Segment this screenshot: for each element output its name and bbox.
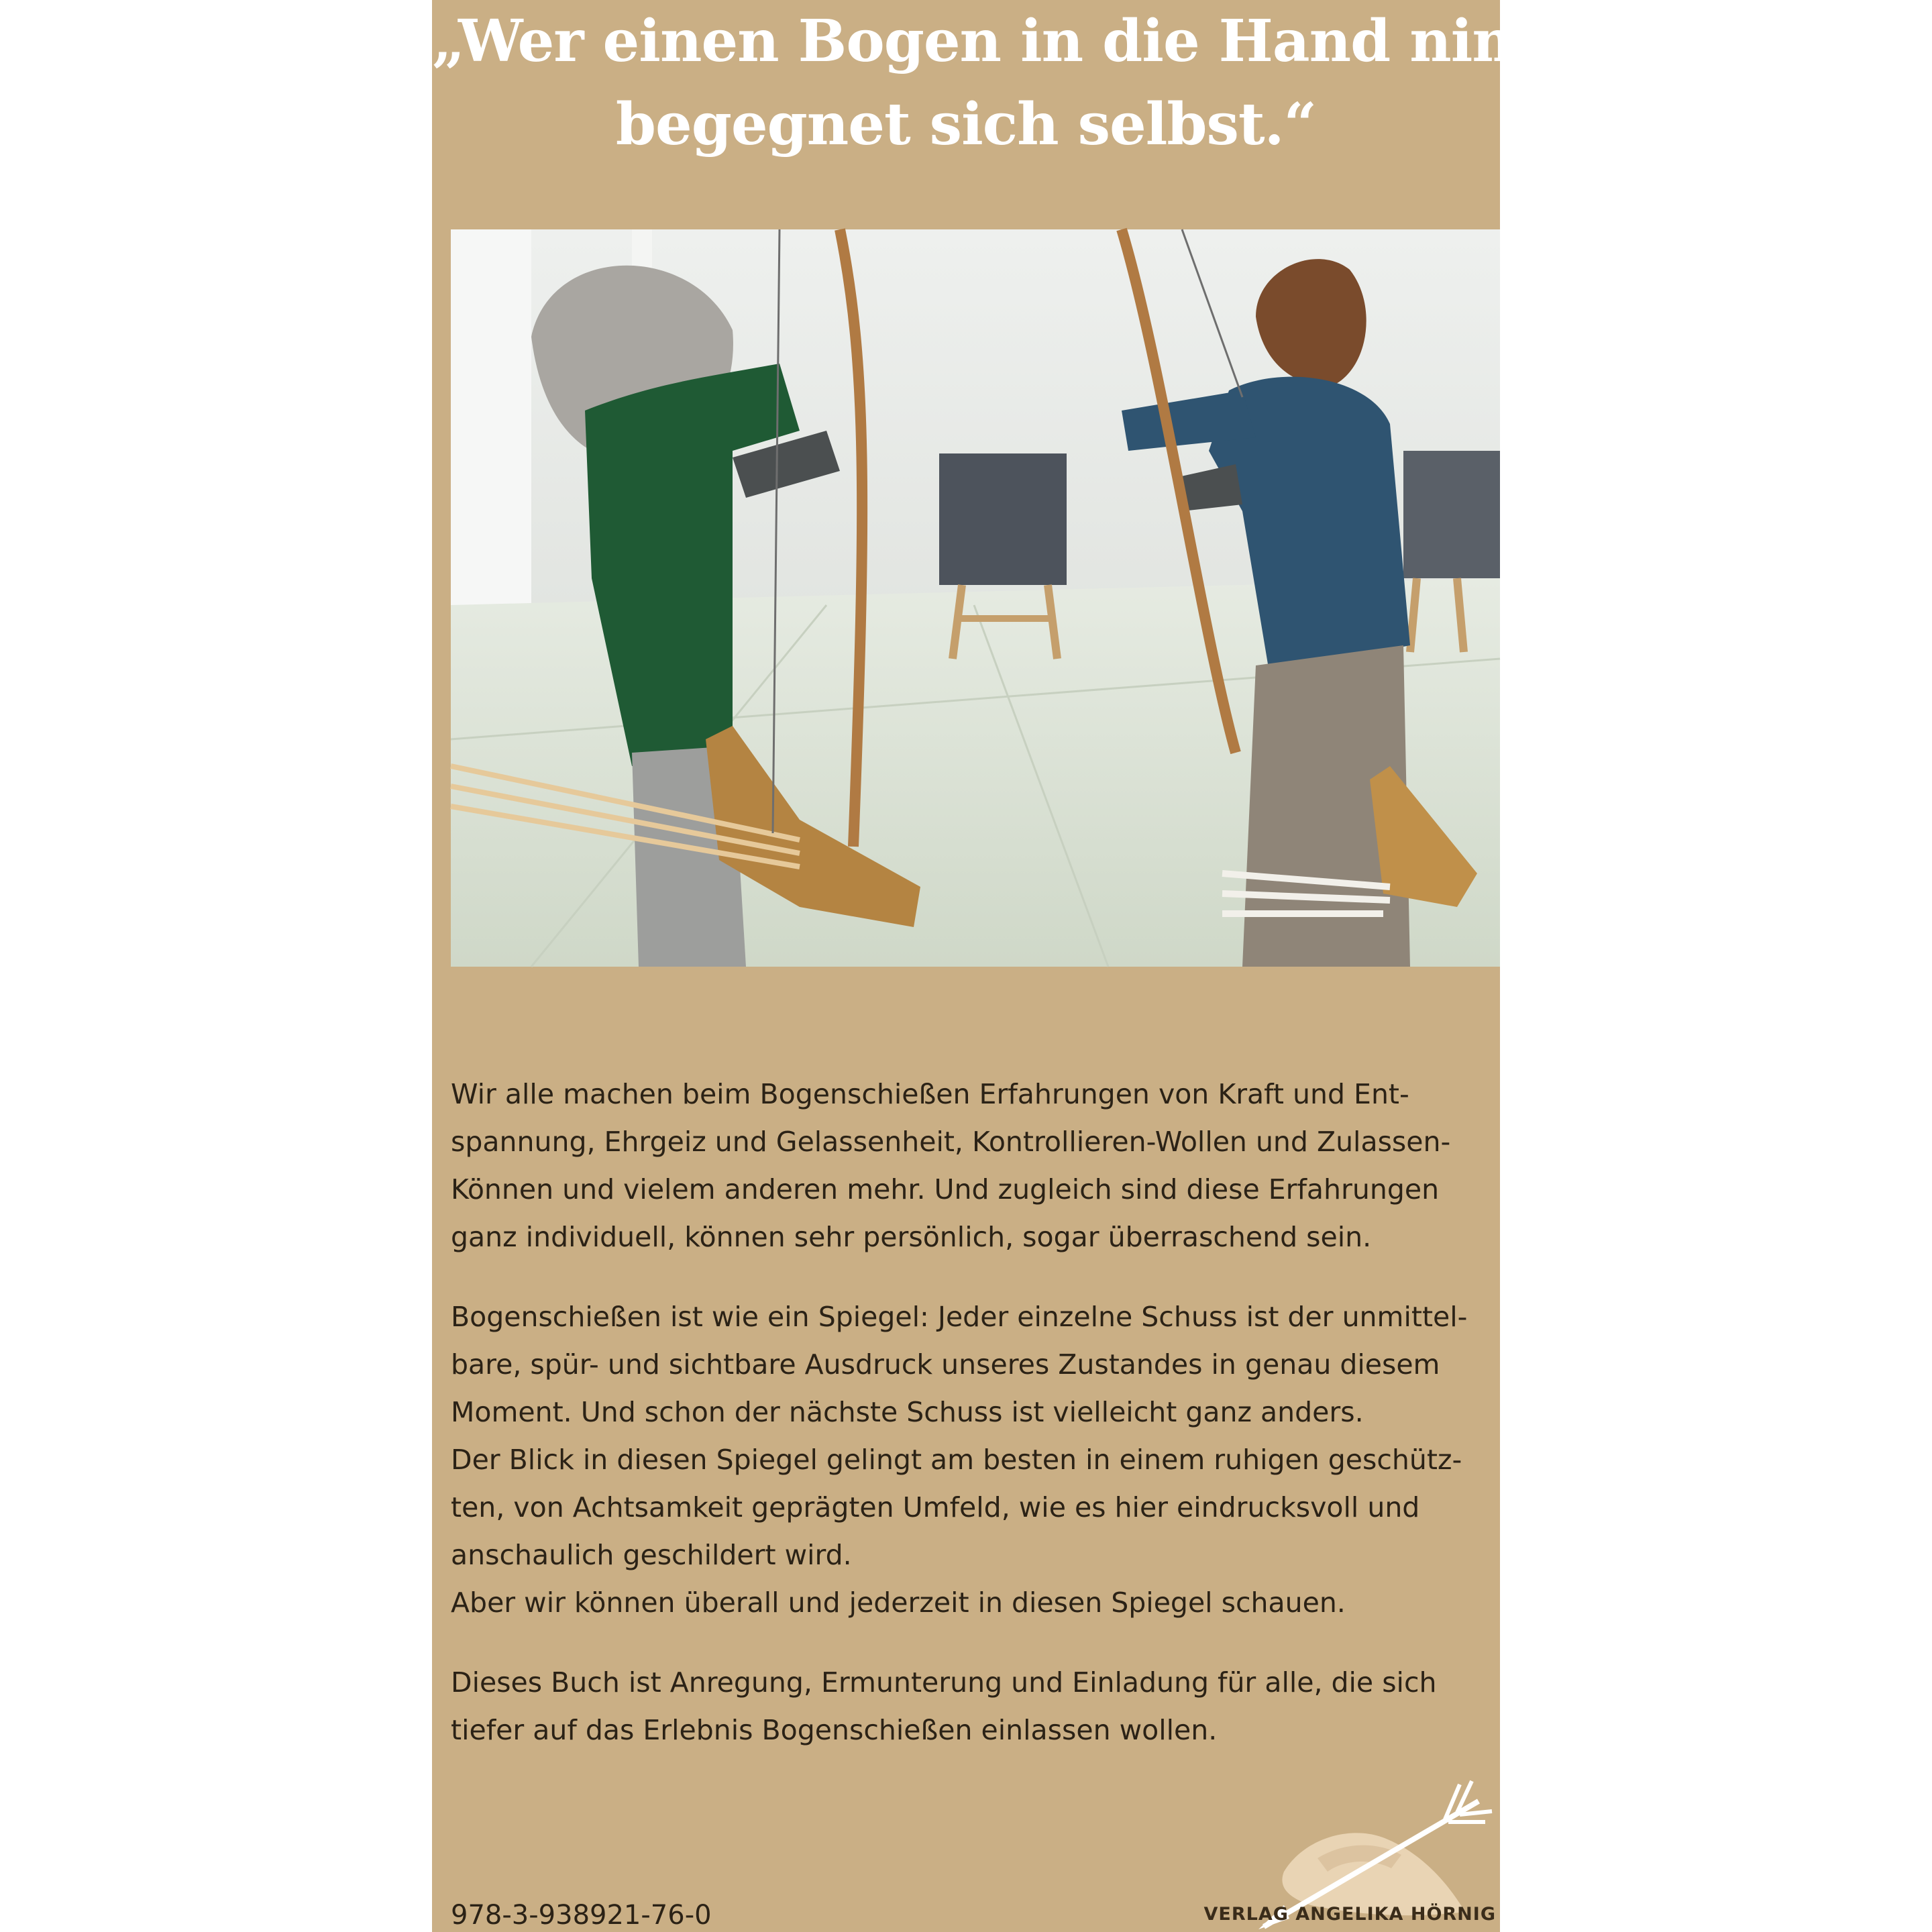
text-line: Der Blick in diesen Spiegel gelingt am besten in einem ruhigen geschütz- [451,1444,1462,1476]
description-text [451,1071,1484,1786]
text-line: tiefer auf das Erlebnis Bogenschießen einlassen wollen. [451,1714,1218,1746]
text-line: Wir alle machen beim Bogenschießen Erfahrungen von Kraft und Ent- [451,1078,1409,1110]
text-line: Können und vielem anderen mehr. Und zugleich sind diese Erfahrungen [451,1173,1440,1205]
text-line: Bogenschießen ist wie ein Spiegel: Jeder einzelne Schuss ist der unmittel- [451,1301,1468,1333]
cover-quote [432,0,1639,166]
text-line: Aber wir können überall und jederzeit in diesen Spiegel schauen. [451,1587,1346,1619]
text-line: Moment. Und schon der nächste Schuss ist vielleicht ganz anders. [451,1396,1364,1428]
archers-photo [451,229,1500,967]
paragraph-3 [451,1659,1484,1754]
isbn-number: 978-3-938921-76-0 [451,1900,712,1931]
text-line: ten, von Achtsamkeit geprägten Umfeld, wie es hier eindrucksvoll und [451,1491,1420,1523]
text-line: spannung, Ehrgeiz und Gelassenheit, Kontrollieren-Wollen und Zulassen- [451,1126,1451,1158]
text-line: bare, spür- und sichtbare Ausdruck unseres Zustandes in genau diesem [451,1348,1440,1381]
quote-line-1: „Wer einen Bogen in die Hand nimmt, [432,7,1639,75]
text-line: ganz individuell, können sehr persönlich, sogar überraschend sein. [451,1221,1372,1253]
quote-line-2: begegnet sich selbst.“ [615,91,1317,158]
publisher-name: VERLAG ANGELIKA HÖRNIG [1203,1904,1496,1925]
text-line: anschaulich geschildert wird. [451,1539,852,1571]
paragraph-2 [451,1293,1484,1627]
text-line: Dieses Buch ist Anregung, Ermunterung und Einladung für alle, die sich [451,1666,1437,1699]
paragraph-1 [451,1071,1484,1261]
book-back-cover [432,0,1639,1932]
